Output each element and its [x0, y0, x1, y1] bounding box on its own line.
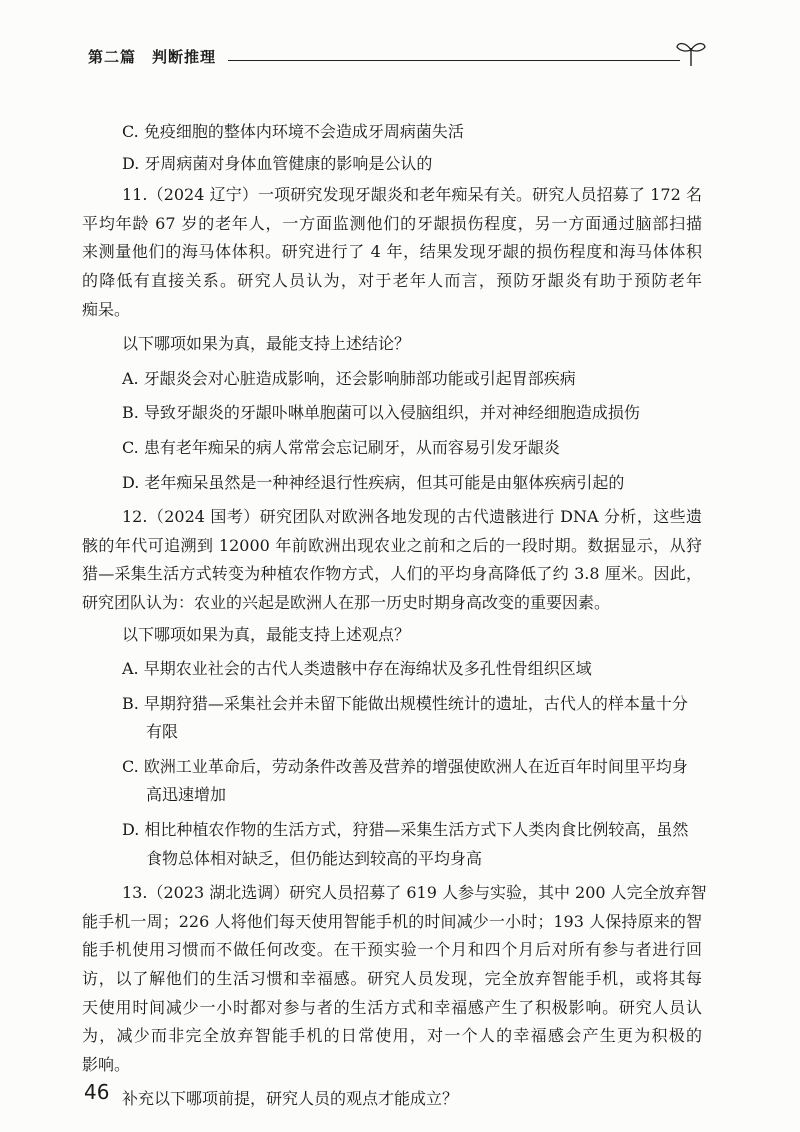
q12-text-line: 猎—采集生活方式转变为种植农作物方式，人们的平均身高降低了约 3.8 厘米。因此， — [82, 564, 702, 584]
q12-option-c-cont: 高迅速增加 — [146, 785, 227, 805]
q13-text-line: 天使用时间减少一小时都对参与者的生活方式和幸福感产生了积极影响。研究人员认 — [82, 997, 702, 1017]
q11-option-c: C. 患有老年痴呆的病人常常会忘记刷牙，从而容易引发牙龈炎 — [122, 437, 560, 457]
prev-option-c: C. 免疫细胞的整体内环境不会造成牙周病菌失活 — [122, 122, 464, 141]
q11-text-line: 平均年龄 67 岁的老年人，一方面监测他们的牙龈损伤程度，另一方面通过脑部扫描 — [82, 213, 702, 233]
q13-text-line: 13.（2023 湖北选调）研究人员招募了 619 人参与实验，其中 200 人完全放弃智 — [122, 883, 707, 903]
section-title: 第二篇 判断推理 — [88, 48, 217, 66]
q11-option-d: D. 老年痴呆虽然是一种神经退行性疾病，但其可能是由躯体疾病引起的 — [122, 472, 625, 492]
q11-text-line: 痴呆。 — [82, 299, 131, 319]
q11-question: 以下哪项如果为真，最能支持上述结论？ — [122, 334, 411, 354]
running-header — [88, 44, 708, 74]
q11-text-line: 的降低有直接关系。研究人员认为，对于老年人而言，预防牙龈炎有助于预防老年 — [82, 270, 702, 290]
q11-option-b: B. 导致牙龈炎的牙龈卟啉单胞菌可以入侵脑组织，并对神经细胞造成损伤 — [122, 403, 640, 423]
q12-question: 以下哪项如果为真，最能支持上述观点？ — [122, 624, 411, 644]
sprout-icon — [674, 38, 708, 68]
q12-option-d: D. 相比种植农作物的生活方式，狩猎—采集生活方式下人类肉食比例较高，虽然 — [122, 820, 689, 840]
q12-text-line: 骸的年代可追溯到 12000 年前欧洲出现农业之前和之后的一段时期。数据显示，从狩 — [82, 535, 702, 555]
q12-text-line: 12.（2024 国考）研究团队对欧洲各地发现的古代遗骸进行 DNA 分析，这些遗 — [122, 507, 702, 527]
q12-text-line: 研究团队认为：农业的兴起是欧洲人在那一历史时期身高改变的重要因素。 — [82, 592, 611, 612]
q11-text-line: 来测量他们的海马体体积。研究进行了 4 年，结果发现牙龈的损伤程度和海马体体积 — [82, 242, 702, 262]
page-content — [82, 120, 707, 1112]
q13-text-line: 能手机使用习惯而不做任何改变。在干预实验一个月和四个月后对所有参与者进行回 — [82, 940, 702, 960]
q11-option-a: A. 牙龈炎会对心脏造成影响，还会影响肺部功能或引起胃部疾病 — [122, 368, 576, 388]
q13-text-line: 为，减少而非完全放弃智能手机的日常使用，对一个人的幸福感会产生更为积极的 — [82, 1026, 702, 1046]
q11-text-line: 11.（2024 辽宁）一项研究发现牙龈炎和老年痴呆有关。研究人员招募了 172 名 — [122, 185, 702, 205]
prev-option-d: D. 牙周病菌对身体血管健康的影响是公认的 — [122, 153, 433, 173]
page-number: 46 — [84, 1080, 110, 1104]
header-rule — [228, 60, 680, 61]
q12-option-b: B. 早期狩猎—采集社会并未留下能做出规模性统计的遗址，古代人的样本量十分 — [122, 693, 688, 713]
q13-text-line: 访，以了解他们的生活习惯和幸福感。研究人员发现，完全放弃智能手机，或将其每 — [82, 969, 702, 989]
q13-question: 补充以下哪项前提，研究人员的观点才能成立？ — [122, 1089, 459, 1109]
q12-option-a: A. 早期农业社会的古代人类遗骸中存在海绵状及多孔性骨组织区域 — [122, 659, 592, 679]
q13-text-line: 影响。 — [82, 1054, 131, 1074]
q12-option-b-cont: 有限 — [146, 722, 179, 742]
q12-option-d-cont: 食物总体相对缺乏，但仍能达到较高的平均身高 — [146, 848, 483, 868]
q12-option-c: C. 欧洲工业革命后，劳动条件改善及营养的增强使欧洲人在近百年时间里平均身 — [122, 756, 688, 776]
q13-text-line: 能手机一周；226 人将他们每天使用智能手机的时间减少一小时；193 人保持原来的智 — [82, 911, 702, 931]
